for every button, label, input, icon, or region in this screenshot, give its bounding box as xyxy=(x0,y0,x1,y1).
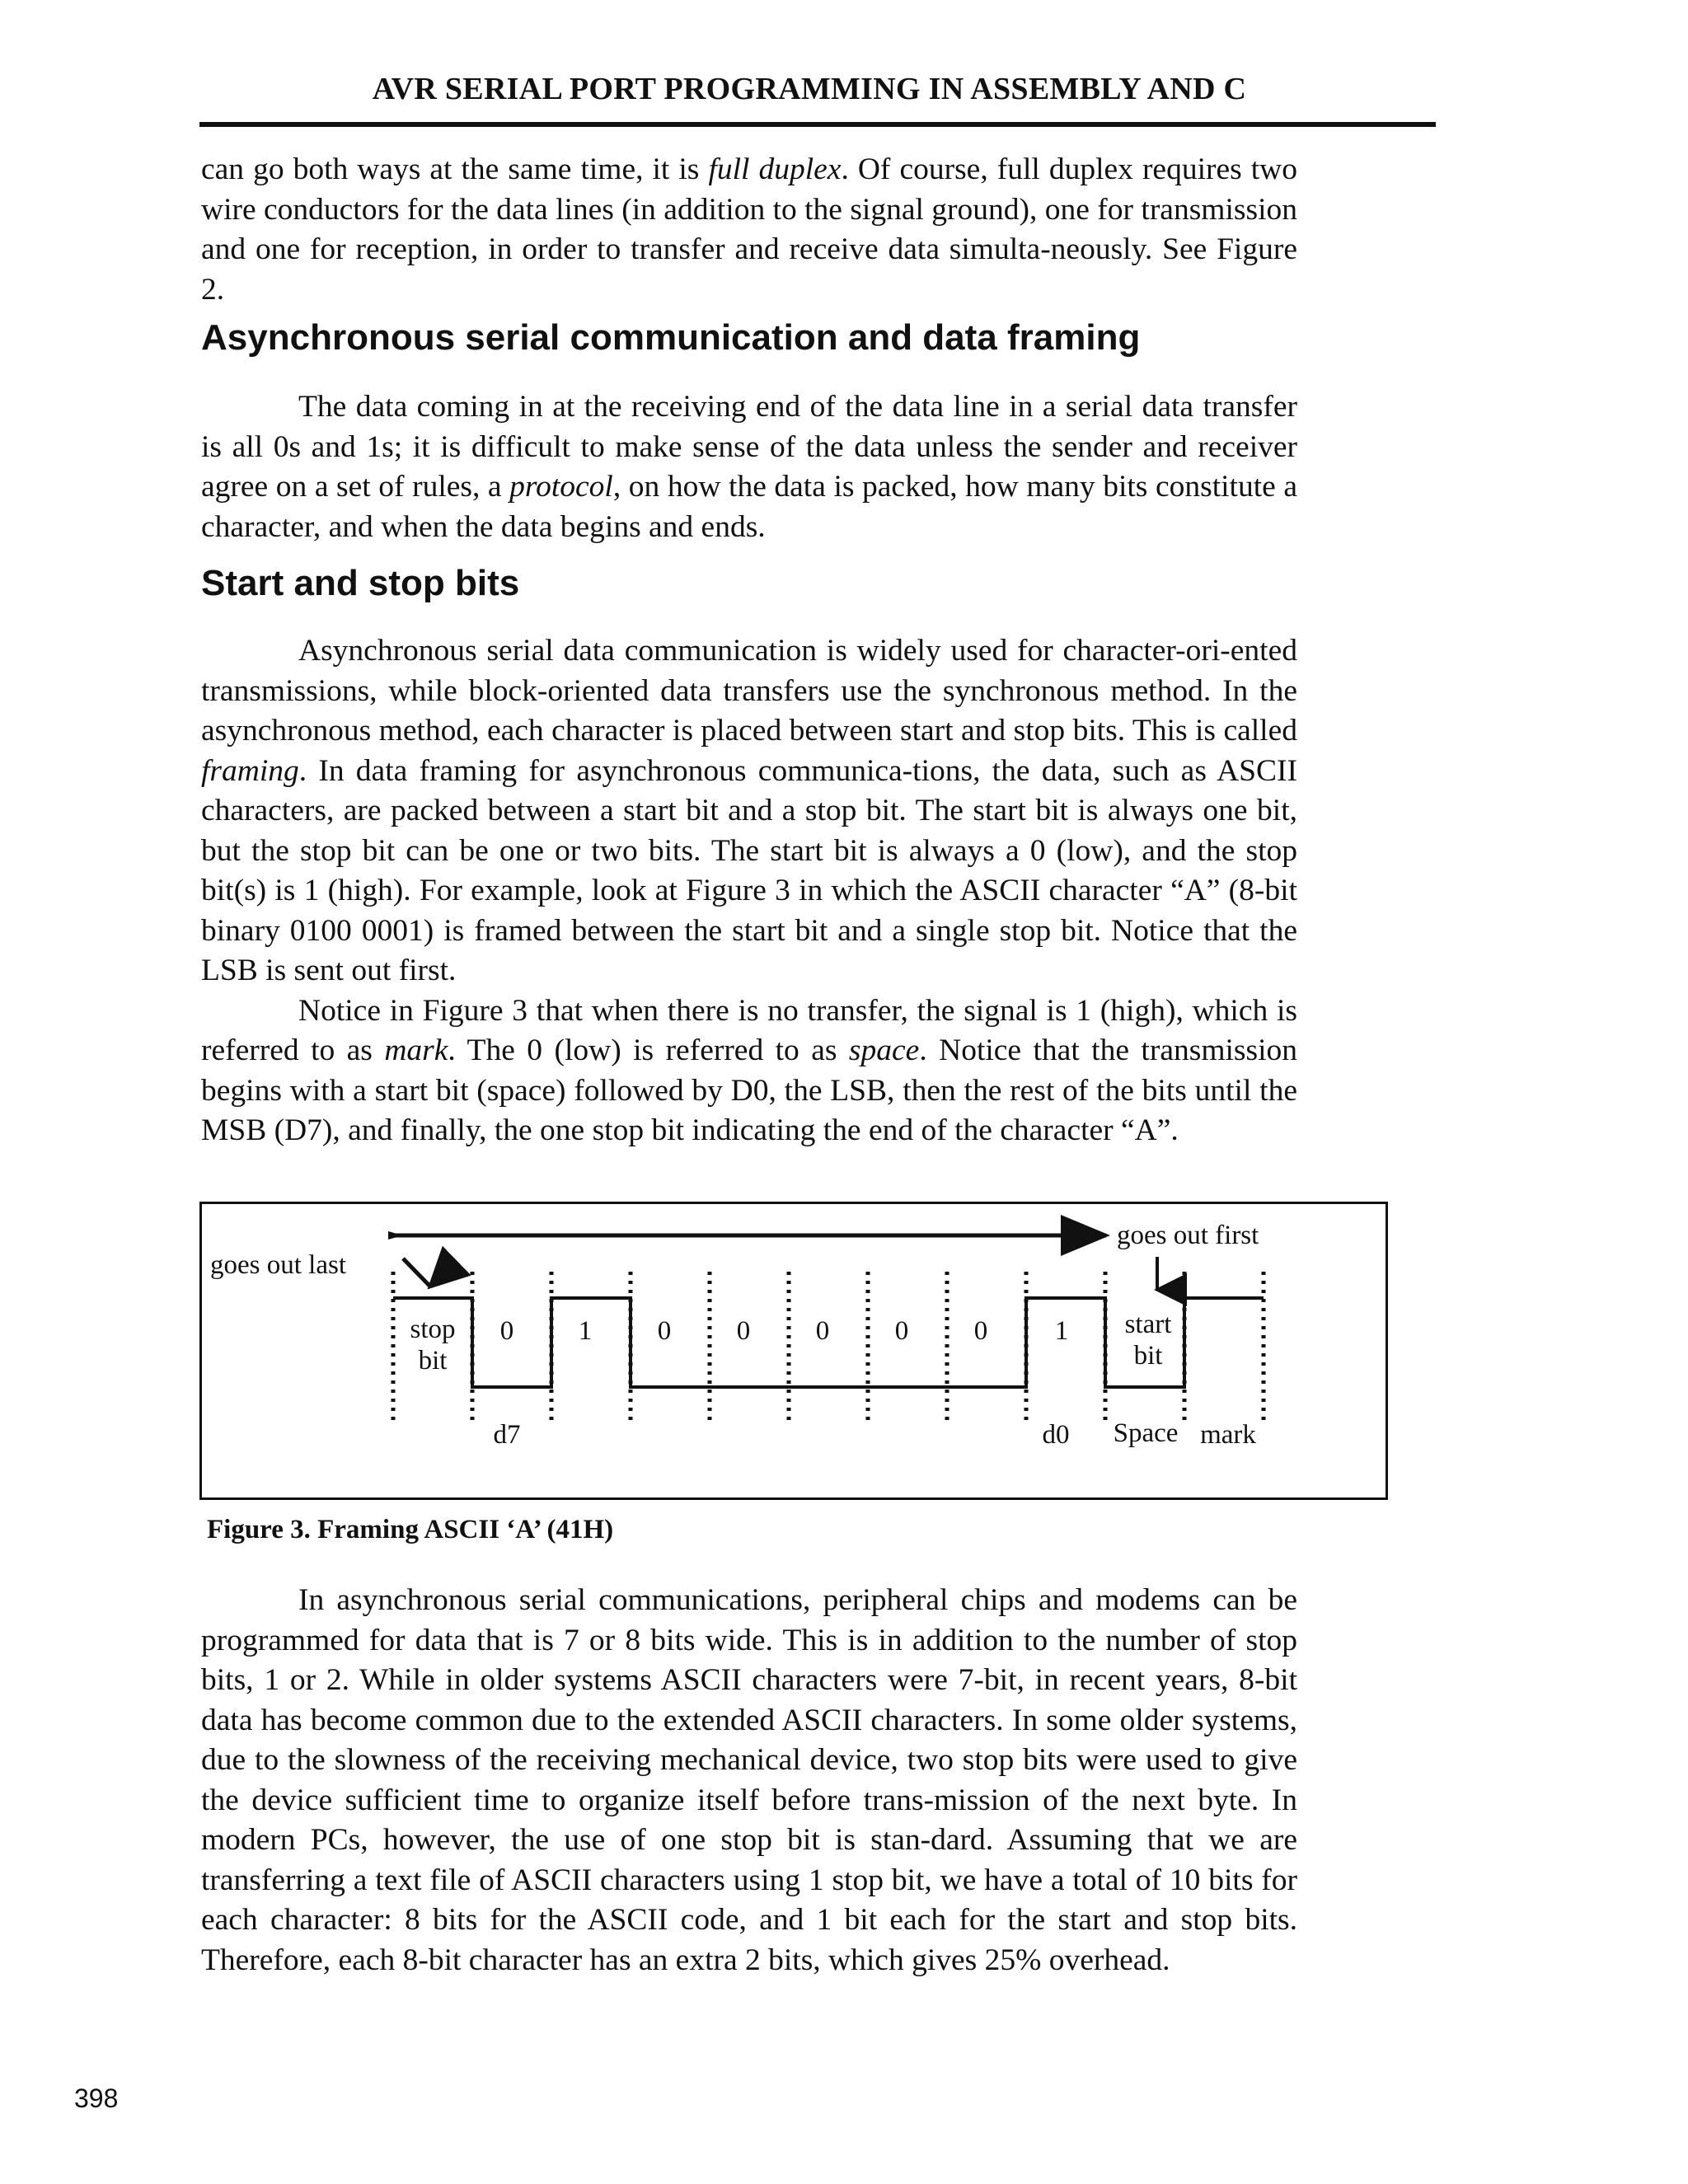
figure-caption: Figure 3. Framing ASCII ‘A’ (41H) xyxy=(207,1515,614,1544)
intro-emphasis-full-duplex: full duplex xyxy=(708,152,842,186)
startstop-emphasis-mark: mark xyxy=(384,1033,448,1067)
async-text-1: The data coming in at the receiving end of the data line in a serial data transfer is all 0s and 1s; it is difficult to make sense of the data unless the sender and receiver agree on a set of rules, a xyxy=(201,390,1297,504)
label-space: Space xyxy=(1113,1418,1179,1448)
async-paragraph xyxy=(201,387,1297,547)
startstop-emphasis-framing: framing xyxy=(201,753,299,788)
page-number: 398 xyxy=(74,2083,119,2113)
label-goes-out-first: goes out first xyxy=(1117,1221,1259,1250)
bit-d0-value: 1 xyxy=(1054,1316,1069,1346)
async-emphasis-protocol: protocol xyxy=(509,470,613,504)
intro-paragraph xyxy=(201,150,1297,310)
header-rule xyxy=(199,122,1436,127)
label-mark: mark xyxy=(1200,1420,1256,1450)
stop-bit-label-line2: bit xyxy=(418,1346,448,1376)
start-bit-label-line2: bit xyxy=(1133,1341,1163,1371)
start-stop-paragraphs xyxy=(201,631,1297,1151)
figure-framing-diagram xyxy=(199,1202,1388,1500)
startstop-emphasis-space: space xyxy=(848,1033,920,1067)
running-head: AVR SERIAL PORT PROGRAMMING IN ASSEMBLY AND C xyxy=(372,72,1247,106)
stop-bit-label-line1: stop xyxy=(410,1315,456,1344)
startstop-p2-text-3: . Notice that the transmission begins with a start bit (space) followed by D0, the LSB, then the rest of the bits until the MSB (D7), and finally, the one stop bit indicating the end of the character “A”. xyxy=(201,1033,1298,1147)
label-goes-out-last: goes out last xyxy=(210,1250,346,1280)
label-d7: d7 xyxy=(493,1420,521,1450)
bit-d3-value: 0 xyxy=(815,1316,830,1346)
async-text-2: , on how the data is packed, how many bits constitute a character, and when the data begins and ends. xyxy=(201,470,1297,544)
after-figure-text: In asynchronous serial communications, peripheral chips and modems can be programmed for data that is 7 or 8 bits wide. This is in addition to the number of stop bits, 1 or 2. While in older systems ASCII characters were 7-bit, in recent years, 8-bit data has become common due to the extended ASCII characters. In some older systems, due to the slowness of the receiving mechanical device, two stop bits were used to give the device sufficient time to organize itself before trans-mission of the next byte. In modern PCs, however, the use of one stop bit is stan-dard. Assuming that we are transferring a text file of ASCII characters using 1 stop bit, we have a total of 10 bits for each character: 8 bits for the ASCII code, and 1 bit each for the start and stop bits. Therefore, each 8-bit character has an extra 2 bits, which gives 25% overhead. xyxy=(201,1583,1297,1977)
after-figure-paragraph xyxy=(201,1581,1297,1980)
section-heading-start-stop: Start and stop bits xyxy=(201,563,520,603)
direction-arrow-tail xyxy=(388,1231,403,1240)
framing-waveform-svg xyxy=(202,1204,1390,1502)
bit-d5-value: 0 xyxy=(657,1316,672,1346)
start-bit-label-line1: start xyxy=(1124,1310,1172,1339)
startstop-p1-text-2: . In data framing for asynchronous communica-tions, the data, such as ASCII characters, are packed between a start bit and a stop bit. The start bit is always one bit, but the stop bit can be one or two bits. The start bit is always a 0 (low), and the stop bit(s) is 1 (high). For example, look at Figure 3 in which the ASCII character “A” (8-bit binary 0100 0001) is framed between the start bit and a single stop bit. Notice that the LSB is sent out first. xyxy=(201,753,1297,987)
arrow-to-stop-bit xyxy=(403,1258,430,1286)
bit-d6-value: 1 xyxy=(578,1316,593,1346)
bit-d4-value: 0 xyxy=(736,1316,751,1346)
label-d0: d0 xyxy=(1042,1420,1070,1450)
bit-d2-value: 0 xyxy=(894,1316,909,1346)
intro-text-1: can go both ways at the same time, it is xyxy=(201,152,709,186)
startstop-p2-text-1: Notice in Figure 3 that when there is no transfer, the signal is 1 (high), which is referred to as xyxy=(201,993,1297,1067)
bit-d1-value: 0 xyxy=(973,1316,988,1346)
section-heading-async: Asynchronous serial communication and data framing xyxy=(201,317,1141,358)
intro-text-2: . Of course, full duplex requires two wire conductors for the data lines (in addition to the signal ground), one for transmission and one for reception, in order to transfer and receive data simulta-neously. See Figure 2. xyxy=(201,152,1298,307)
bit-d7-value: 0 xyxy=(499,1316,514,1346)
startstop-p1-text-1: Asynchronous serial data communication is widely used for character-ori-ented transmissions, while block-oriented data transfers use the synchronous method. In the asynchronous method, each character is placed between start and stop bits. This is called xyxy=(201,634,1297,748)
startstop-p2-text-2: . The 0 (low) is referred to as xyxy=(448,1033,849,1067)
